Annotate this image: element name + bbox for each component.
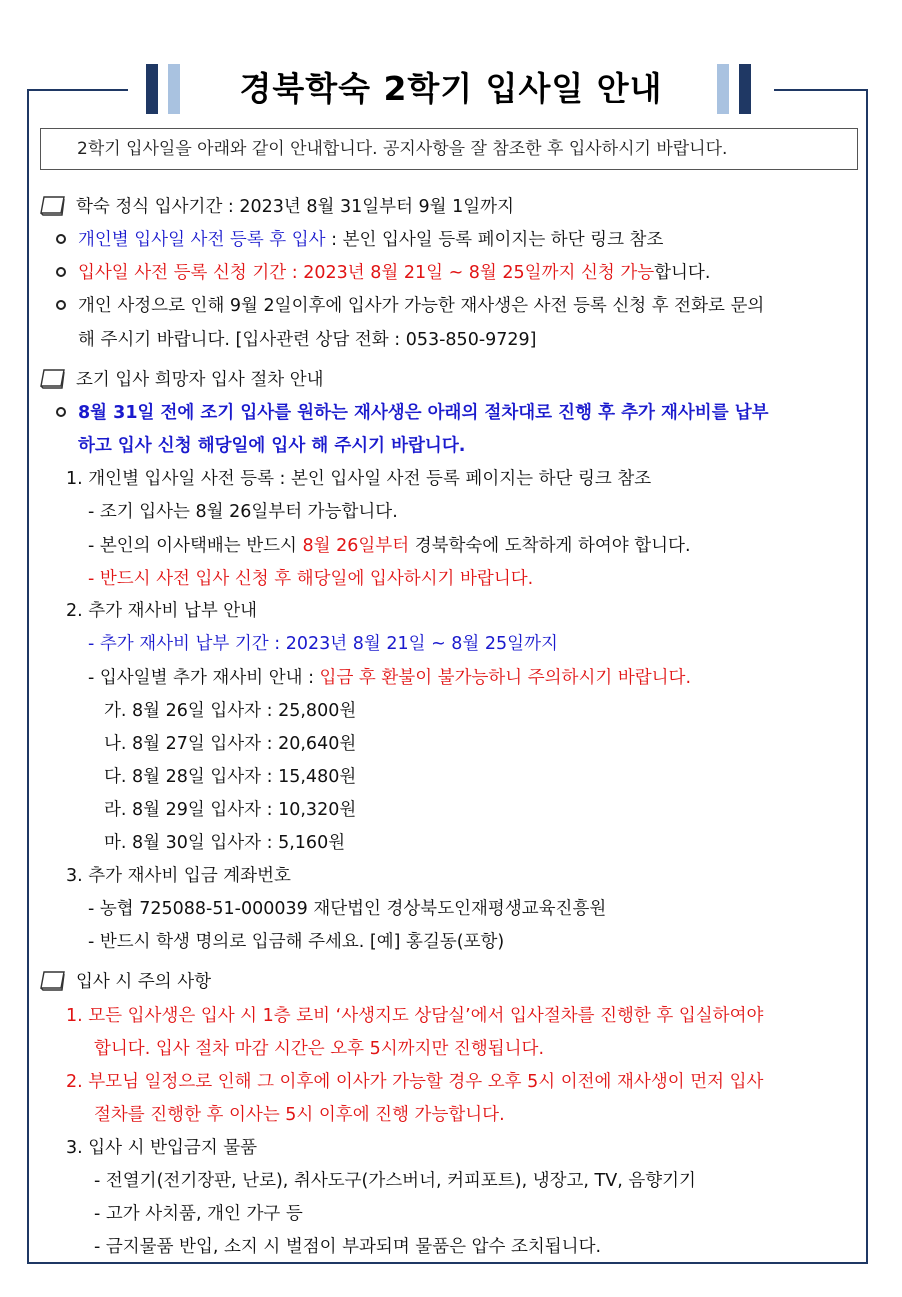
circle-bullet-icon [56, 234, 66, 244]
section-heading-1 [40, 194, 514, 220]
section-heading-2 [40, 367, 324, 393]
highlight-blue: 개인별 입사일 사전 등록 후 입사 [78, 230, 326, 250]
circle-bullet-icon [56, 407, 66, 417]
item-text: : 본인 입사일 등록 페이지는 하단 링크 참조 [325, 230, 664, 250]
caution-item: 1. 모든 입사생은 입사 시 1층 로비 ‘사생지도 상담실’에서 입사절차를 진행한 후 입실하여야 [66, 1006, 764, 1026]
title-bar-left-dark [146, 64, 158, 114]
page-title: 경북학숙 2학기 입사일 안내 [239, 69, 663, 108]
circle-bullet-icon [56, 300, 66, 310]
step-2: 2. 추가 재사비 납부 안내 [66, 601, 258, 621]
item-text: 합니다. [654, 263, 711, 283]
fee-row: 라. 8월 29일 입사자 : 10,320원 [104, 800, 357, 820]
intro-box: 2학기 입사일을 아래와 같이 안내합니다. 공지사항을 잘 참조한 후 입사하시기 바랍니다. [40, 128, 858, 170]
circle-bullet-icon [56, 267, 66, 277]
title-bar-left-light [168, 64, 180, 114]
list-item [56, 260, 710, 286]
title-bar-right-light [717, 64, 729, 114]
step-3-item: - 농협 725088-51-000039 재단법인 경상북도인재평생교육진흥원 [88, 899, 607, 919]
title-banner [128, 60, 774, 118]
step-1-item: - 반드시 사전 입사 신청 후 해당일에 입사하시기 바랍니다. [88, 569, 534, 589]
fee-row: 마. 8월 30일 입사자 : 5,160원 [104, 833, 346, 853]
step-1-item: - 조기 입사는 8월 26일부터 가능합니다. [88, 502, 398, 522]
fee-row: 나. 8월 27일 입사자 : 20,640원 [104, 734, 357, 754]
section-heading-text: 조기 입사 희망자 입사 절차 안내 [76, 370, 324, 390]
step-1: 1. 개인별 입사일 사전 등록 : 본인 입사일 사전 등록 페이지는 하단 링크 참조 [66, 469, 652, 489]
item-text: 8월 31일 전에 조기 입사를 원하는 재사생은 아래의 절차대로 진행 후 추가 재사비를 납부 [78, 403, 769, 423]
prohibited-item: - 전열기(전기장판, 난로), 취사도구(가스버너, 커피포트), 냉장고, TV, 음향기기 [94, 1171, 696, 1191]
step-2-item: - 추가 재사비 납부 기간 : 2023년 8월 21일 ~ 8월 25일까지 [88, 634, 558, 654]
item-text: 개인 사정으로 인해 9월 2일이후에 입사가 가능한 재사생은 사전 등록 신청 후 전화로 문의 [78, 296, 765, 316]
step-3: 3. 추가 재사비 입금 계좌번호 [66, 866, 291, 886]
item-text: - 본인의 이사택배는 반드시 [88, 536, 303, 556]
document-icon [40, 369, 66, 389]
item-text: 경북학숙에 도착하게 하여야 합니다. [409, 536, 691, 556]
list-item [56, 227, 663, 253]
caution-item: 3. 입사 시 반입금지 물품 [66, 1138, 258, 1158]
step-3-item: - 반드시 학생 명의로 입금해 주세요. [예] 홍길동(포항) [88, 932, 505, 952]
fee-row: 다. 8월 28일 입사자 : 15,480원 [104, 767, 357, 787]
section-heading-text: 학숙 정식 입사기간 : 2023년 8월 31일부터 9월 1일까지 [76, 197, 514, 217]
prohibited-item: - 금지물품 반입, 소지 시 벌점이 부과되며 물품은 압수 조치됩니다. [94, 1237, 602, 1257]
fee-row: 가. 8월 26일 입사자 : 25,800원 [104, 701, 357, 721]
item-text: - 입사일별 추가 재사비 안내 : [88, 668, 320, 688]
list-item-continuation: 해 주시기 바랍니다. [입사관련 상담 전화 : 053-850-9729] [78, 330, 537, 350]
document-icon [40, 971, 66, 991]
highlight-red: 입금 후 환불이 불가능하니 주의하시기 바랍니다. [319, 668, 692, 688]
caution-item-continuation: 절차를 진행한 후 이사는 5시 이후에 진행 가능합니다. [94, 1105, 505, 1125]
title-bar-right-dark [739, 64, 751, 114]
highlight-red: 8월 26일부터 [302, 536, 410, 556]
highlight-red: 입사일 사전 등록 신청 기간 : 2023년 8월 21일 ~ 8월 25일까지 신청 가능 [78, 263, 655, 283]
caution-item-continuation: 합니다. 입사 절차 마감 시간은 오후 5시까지만 진행됩니다. [94, 1039, 545, 1059]
caution-item: 2. 부모님 일정으로 인해 그 이후에 이사가 가능할 경우 오후 5시 이전에 재사생이 먼저 입사 [66, 1072, 764, 1092]
step-2-item [88, 665, 691, 691]
prohibited-item: - 고가 사치품, 개인 가구 등 [94, 1204, 303, 1224]
list-item [56, 293, 764, 319]
section-heading-text: 입사 시 주의 사항 [76, 972, 212, 992]
document-icon [40, 196, 66, 216]
list-item [56, 400, 769, 426]
list-item-continuation: 하고 입사 신청 해당일에 입사 해 주시기 바랍니다. [78, 436, 466, 456]
step-1-item [88, 533, 691, 559]
section-heading-3 [40, 969, 211, 995]
